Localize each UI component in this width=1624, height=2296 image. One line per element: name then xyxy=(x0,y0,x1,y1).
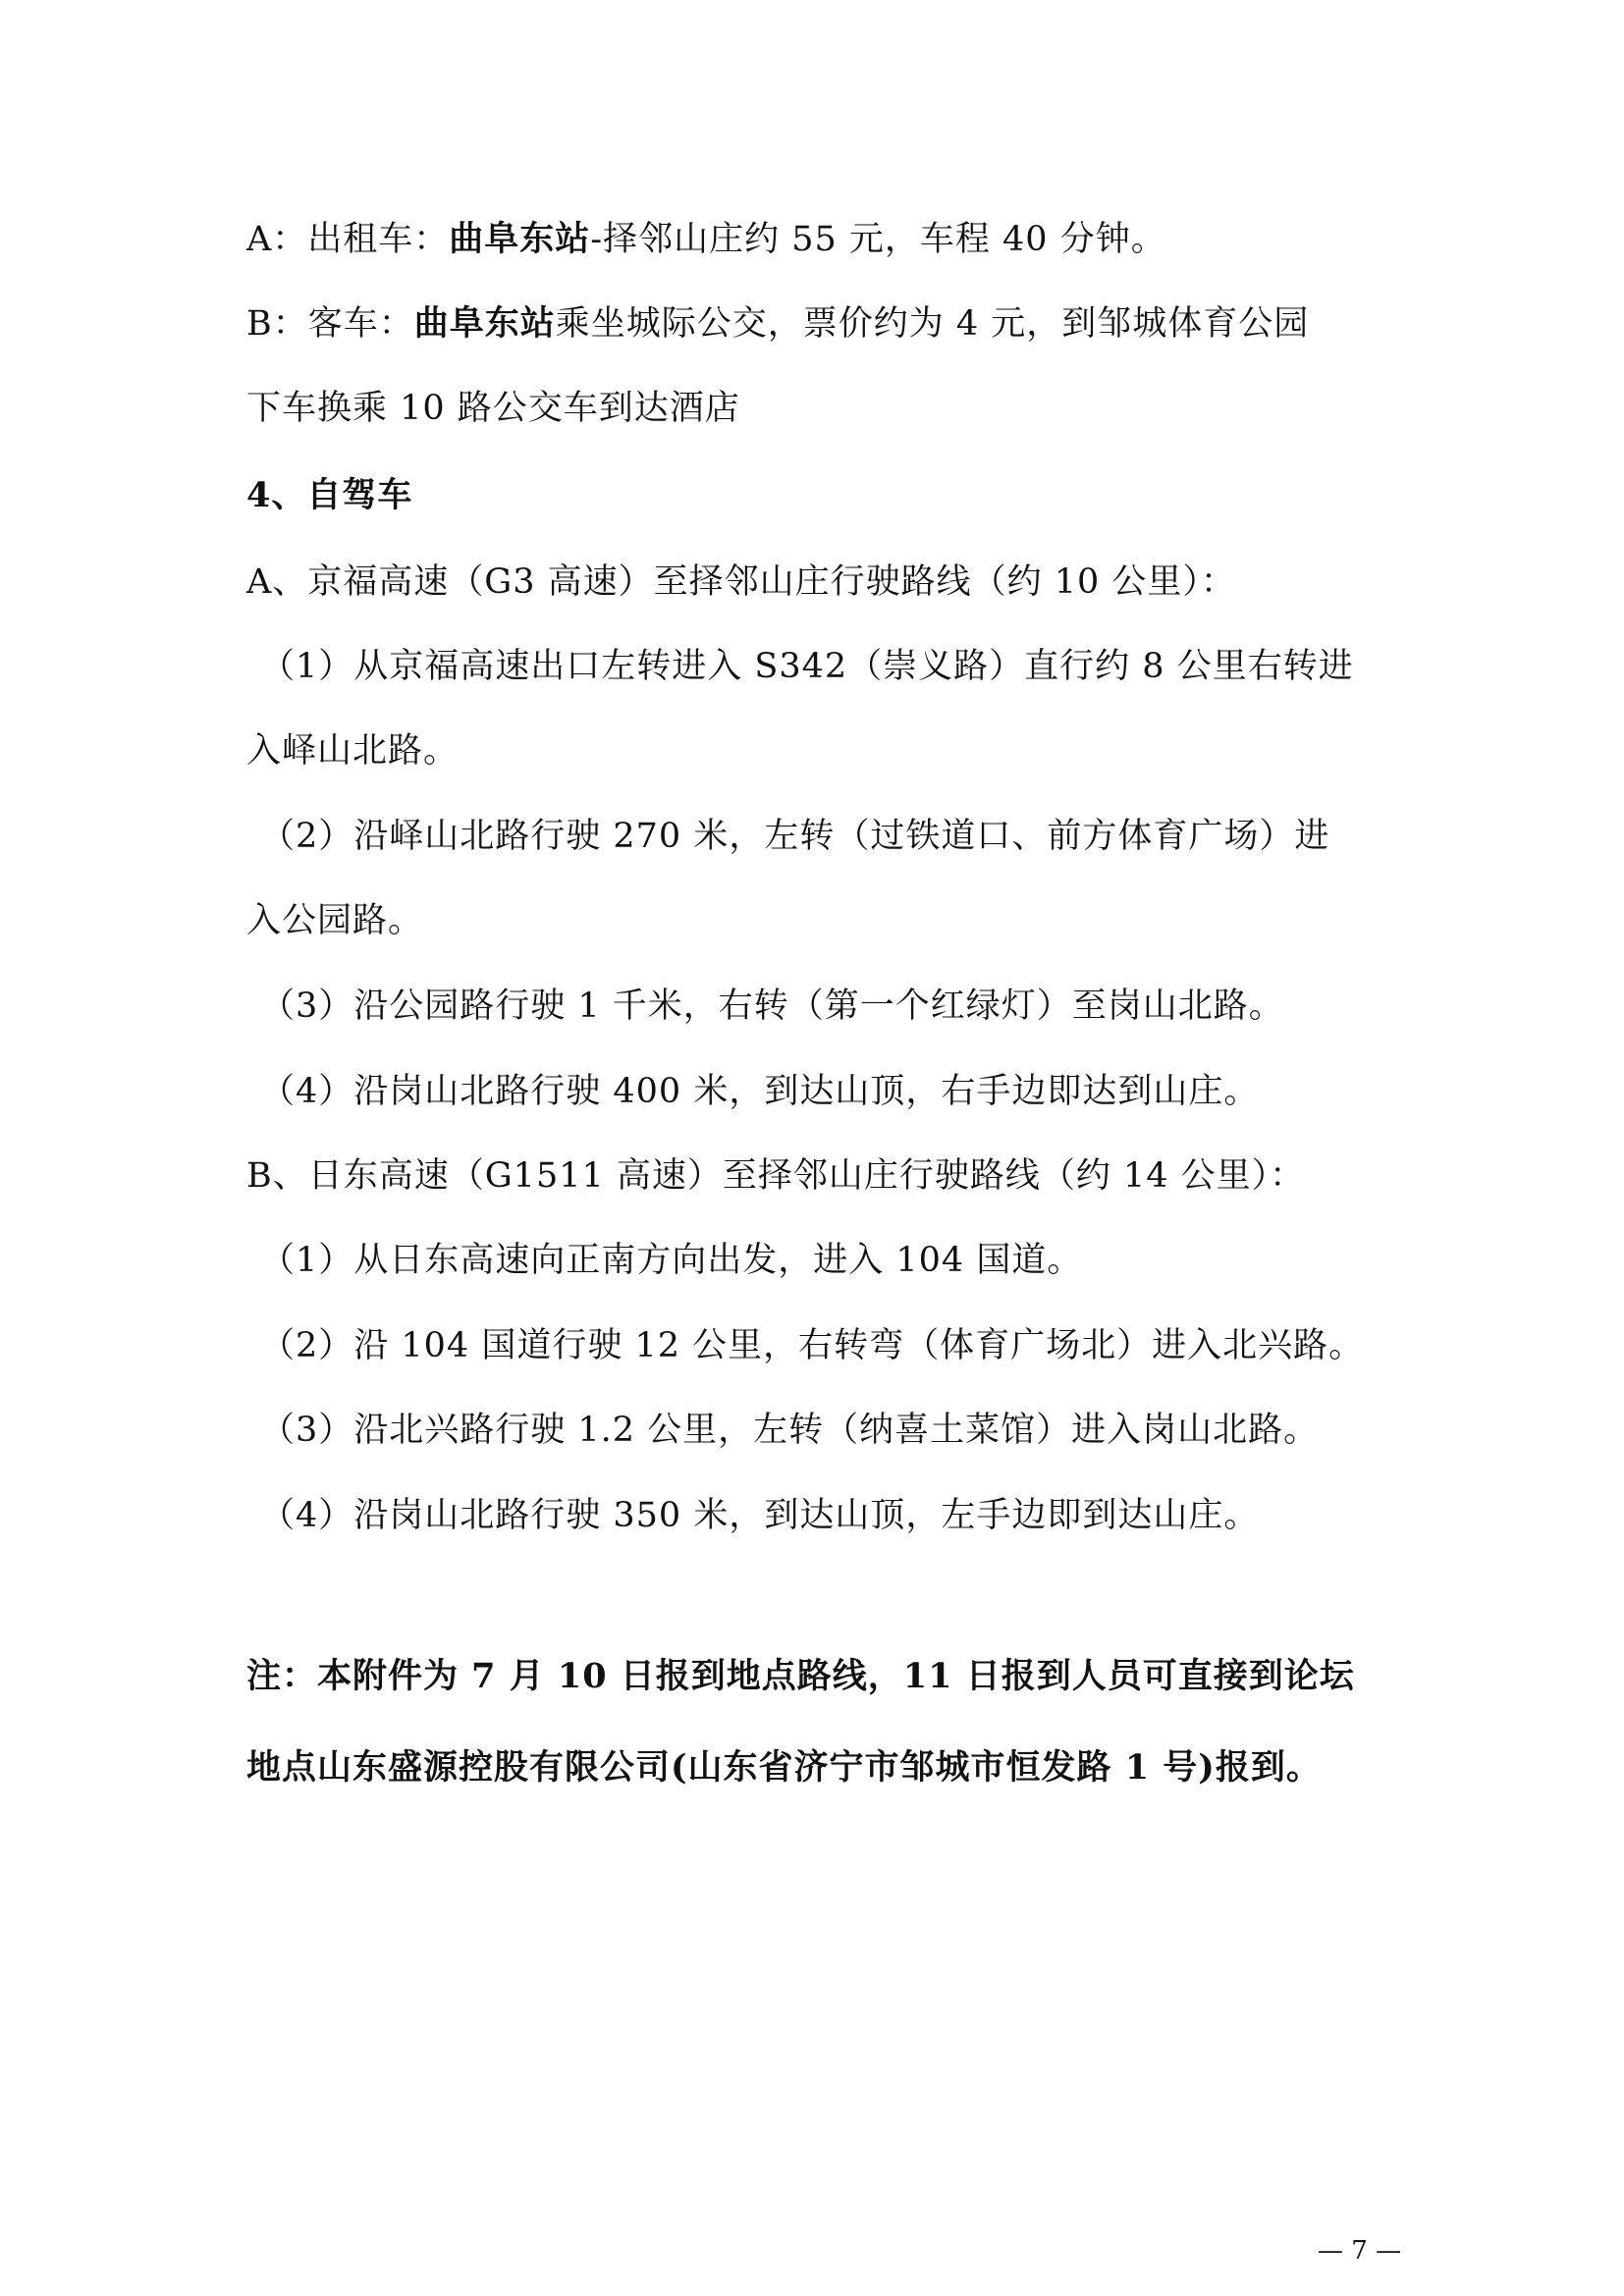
bus-prefix: B：客车： xyxy=(246,304,414,344)
route-a-step-1: （1）从京福高速出口左转进入 S342（崇义路）直行约 8 公里右转进 xyxy=(260,647,1354,686)
bus-station: 曲阜东站 xyxy=(413,303,556,344)
taxi-station: 曲阜东站 xyxy=(449,219,591,259)
route-b-step-3: （3）沿北兴路行驶 1.2 公里，左转（纳喜土菜馆）进入岗山北路。 xyxy=(260,1411,1320,1450)
note-line-1: 注：本附件为 7 月 10 日报到地点路线，11 日报到人员可直接到论坛 xyxy=(246,1656,1355,1696)
route-b-title: B、日东高速（G1511 高速）至择邻山庄行驶路线（约 14 公里）： xyxy=(246,1156,1306,1196)
bus-line-2: 下车换乘 10 路公交车到达酒店 xyxy=(246,389,740,428)
route-a-step-2-cont: 入公园路。 xyxy=(246,901,424,940)
route-a-step-3: （3）沿公园路行驶 1 千米，右转（第一个红绿灯）至岗山北路。 xyxy=(260,987,1284,1026)
note-line-2: 地点山东盛源控股有限公司(山东省济宁市邹城市恒发路 1 号)报到。 xyxy=(246,1747,1322,1788)
section-heading-self-drive: 4、自驾车 xyxy=(246,475,413,515)
route-a-step-2: （2）沿峄山北路行驶 270 米，左转（过铁道口、前方体育广场）进 xyxy=(260,817,1330,856)
bus-text: 乘坐城际公交，票价约为 4 元，到邹城体育公园 xyxy=(555,304,1310,344)
route-a-title: A、京福高速（G3 高速）至择邻山庄行驶路线（约 10 公里）： xyxy=(246,562,1236,602)
taxi-prefix: A：出租车： xyxy=(246,220,450,259)
route-a-step-1-cont: 入峄山北路。 xyxy=(246,731,460,771)
taxi-text: -择邻山庄约 55 元，车程 40 分钟。 xyxy=(590,220,1166,259)
taxi-line xyxy=(246,216,1166,263)
route-b-step-4: （4）沿岗山北路行驶 350 米，到达山顶，左手边即到达山庄。 xyxy=(260,1496,1260,1535)
route-b-step-1: （1）从日东高速向正南方向出发，进入 104 国道。 xyxy=(260,1241,1083,1280)
route-a-step-4: （4）沿岗山北路行驶 400 米，到达山顶，右手边即达到山庄。 xyxy=(260,1072,1260,1111)
page-number: — 7 — xyxy=(1318,2236,1402,2266)
bus-line xyxy=(246,300,1309,347)
route-b-step-2: （2）沿 104 国道行驶 12 公里，右转弯（体育广场北）进入北兴路。 xyxy=(260,1326,1365,1365)
